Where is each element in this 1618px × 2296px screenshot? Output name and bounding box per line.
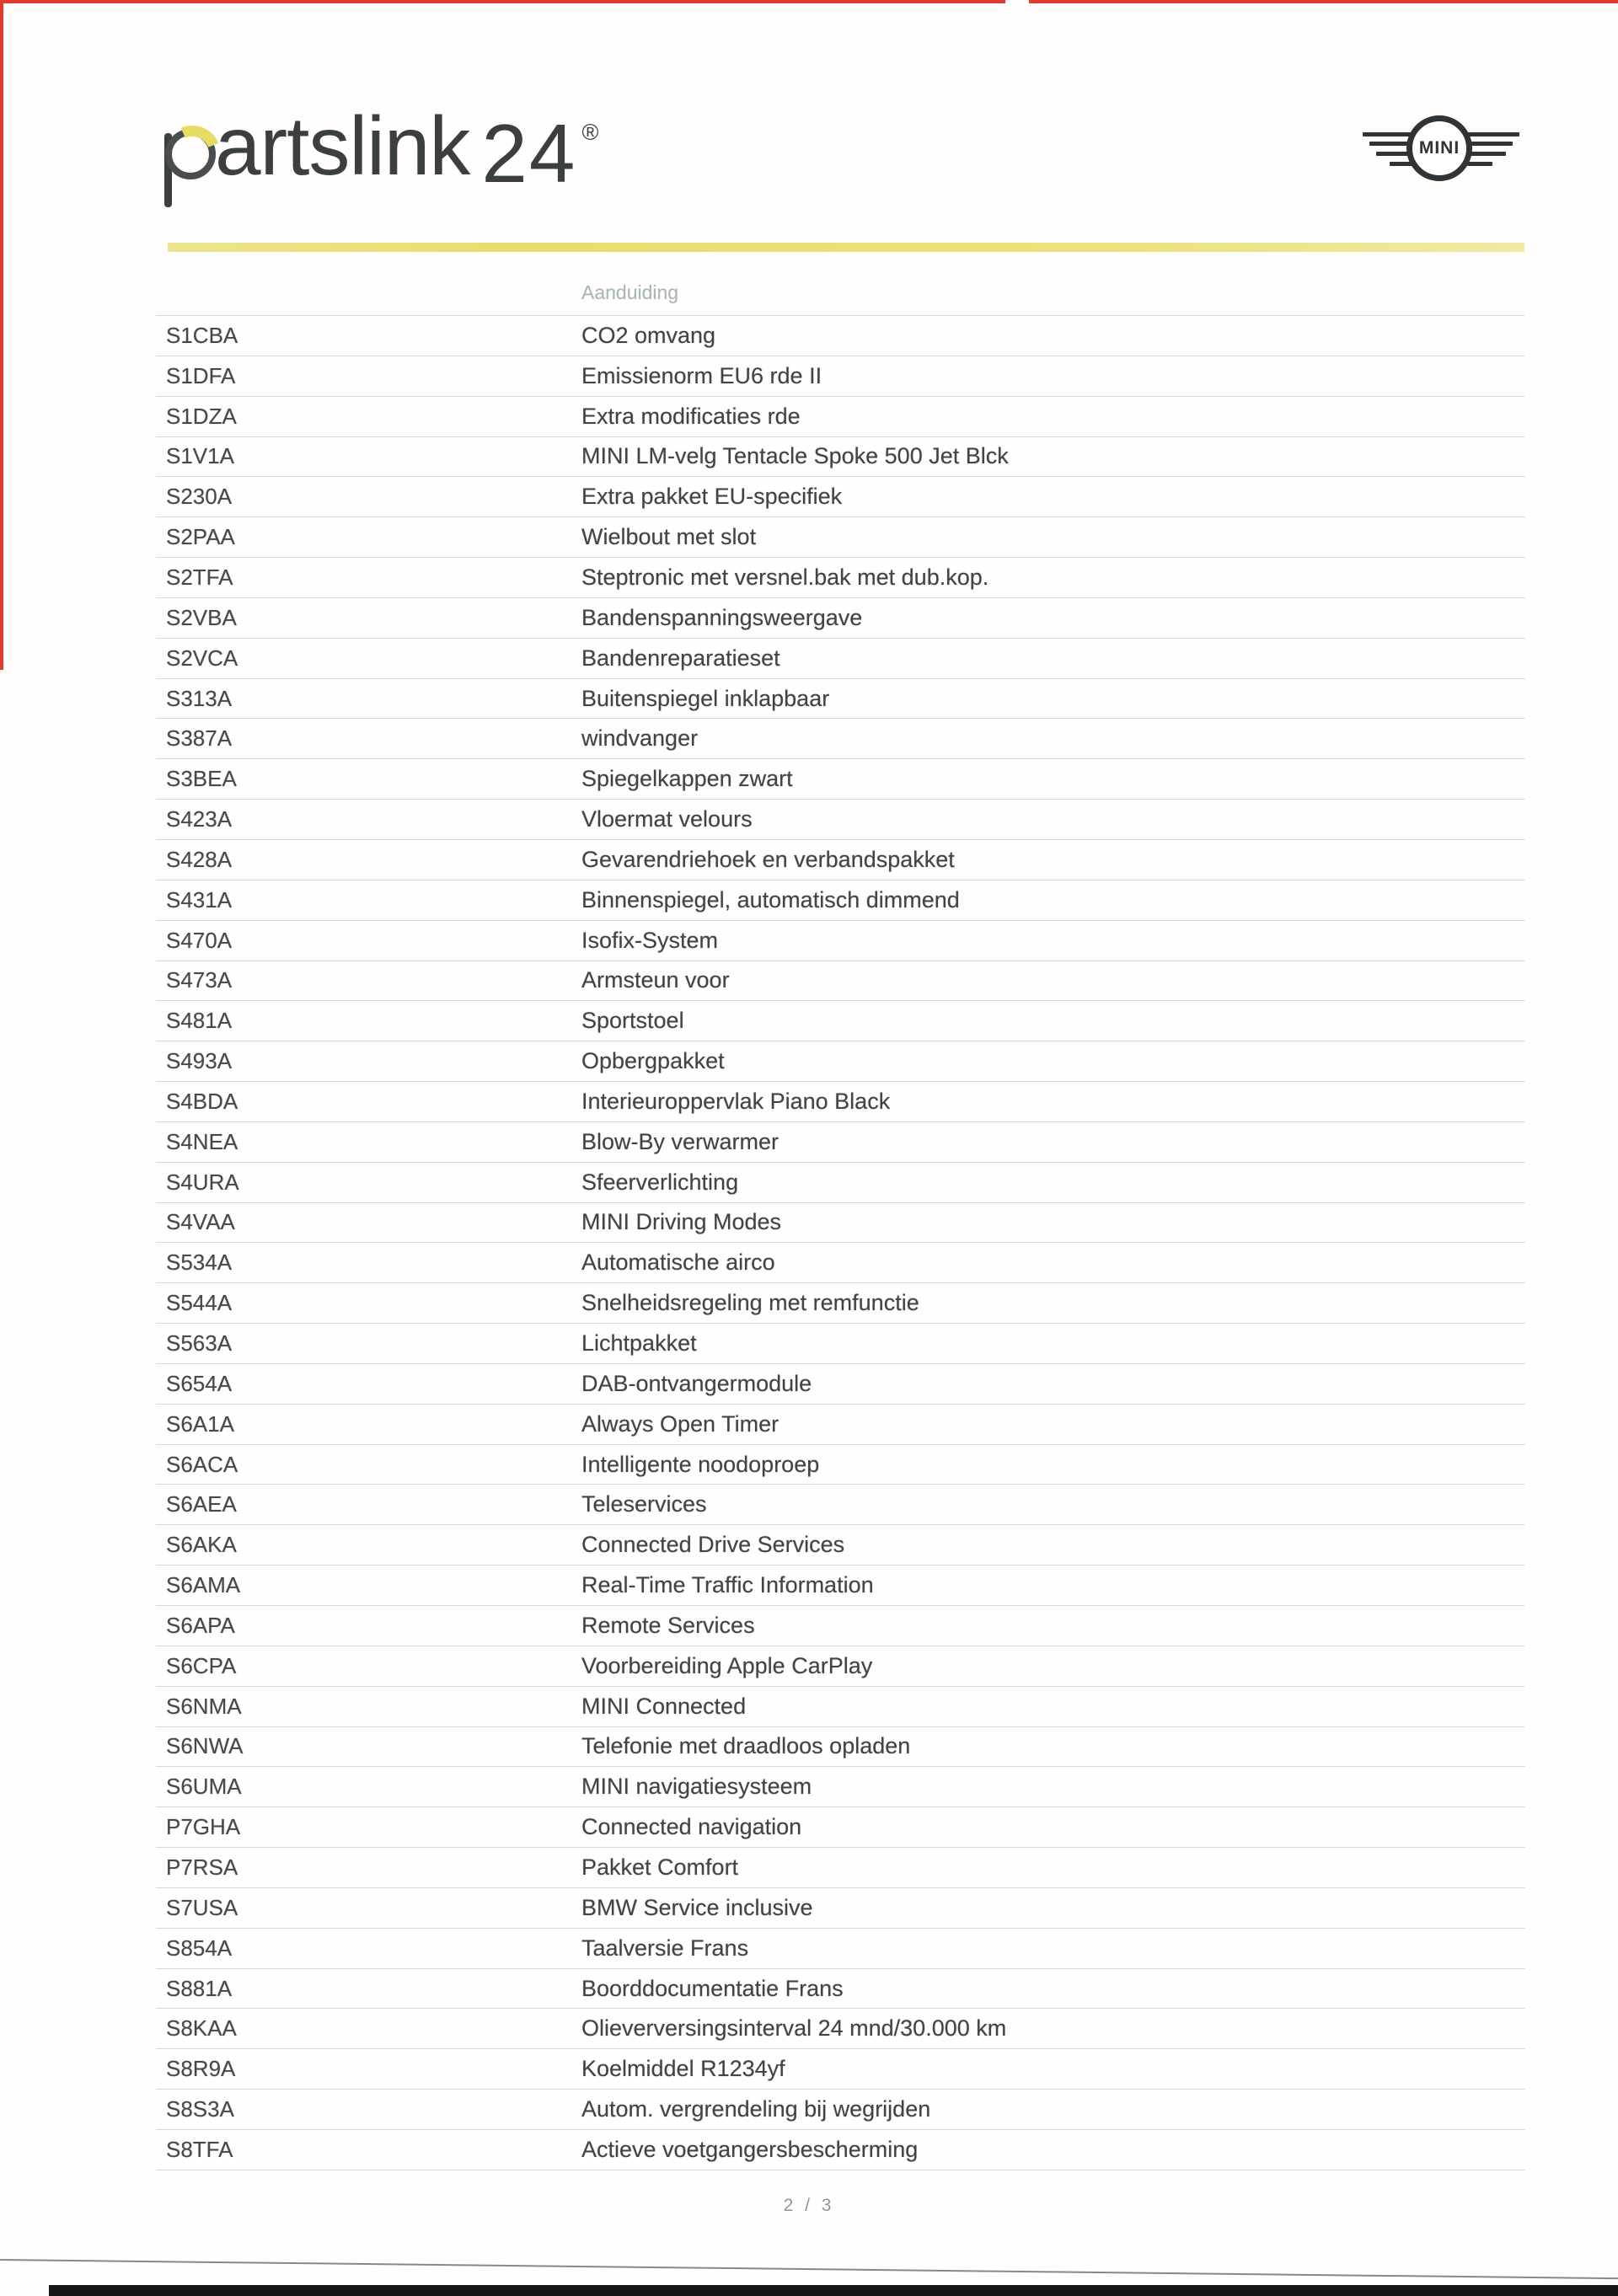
option-description: Automatische airco	[581, 1250, 775, 1276]
table-row	[156, 1323, 1525, 1363]
table-row	[156, 1726, 1525, 1767]
option-code: S6AKA	[166, 1532, 237, 1558]
option-description: MINI Connected	[581, 1693, 747, 1719]
table-row	[156, 1041, 1525, 1081]
options-table	[156, 315, 1525, 2170]
table-row	[156, 1686, 1525, 1726]
option-code: S8TFA	[166, 2136, 233, 2162]
option-description: Remote Services	[581, 1612, 755, 1638]
mini-roundel	[1406, 115, 1472, 181]
mini-wing-bar	[1467, 142, 1513, 146]
option-code: S2PAA	[166, 524, 235, 550]
table-row	[156, 1444, 1525, 1485]
option-description: Binnenspiegel, automatisch dimmend	[581, 886, 960, 913]
table-row	[156, 1887, 1525, 1928]
option-code: S1V1A	[166, 443, 234, 469]
table-row	[156, 961, 1525, 1001]
table-row	[156, 1847, 1525, 1887]
table-row	[156, 1806, 1525, 1847]
page-number: 2 / 3	[783, 2196, 835, 2215]
table-row	[156, 1242, 1525, 1282]
table-row	[156, 1605, 1525, 1646]
table-row	[156, 1000, 1525, 1041]
option-description: Koelmiddel R1234yf	[581, 2056, 785, 2082]
option-code: S428A	[166, 846, 233, 872]
option-description: Taalversie Frans	[581, 1935, 749, 1961]
table-row	[156, 1282, 1525, 1323]
table-row	[156, 799, 1525, 839]
table-row	[156, 718, 1525, 758]
option-description: Isofix-System	[581, 927, 719, 953]
table-row	[156, 1363, 1525, 1404]
option-description: MINI LM-velg Tentacle Spoke 500 Jet Blck	[581, 443, 1009, 469]
option-code: S473A	[166, 967, 233, 993]
option-description: Connected Drive Services	[581, 1532, 845, 1558]
table-row	[156, 1524, 1525, 1565]
table-row	[156, 436, 1525, 477]
option-description: Interieuroppervlak Piano Black	[581, 1088, 891, 1114]
option-code: S4BDA	[166, 1088, 238, 1114]
table-row	[156, 2089, 1525, 2129]
table-row	[156, 1081, 1525, 1121]
table-row	[156, 920, 1525, 961]
option-description: Snelheidsregeling met remfunctie	[581, 1290, 919, 1316]
option-description: Steptronic met versnel.bak met dub.kop.	[581, 564, 989, 590]
option-code: S1DFA	[166, 362, 236, 388]
logo-text-24: 24	[481, 107, 577, 200]
table-row	[156, 1162, 1525, 1202]
table-row	[156, 557, 1525, 597]
option-code: S8S3A	[166, 2096, 234, 2122]
table-row	[156, 1928, 1525, 1968]
option-code: S2VCA	[166, 645, 238, 671]
option-code: S6AMA	[166, 1572, 241, 1598]
option-description: Wielbout met slot	[581, 524, 757, 550]
option-code: S387A	[166, 725, 233, 752]
option-description: Buitenspiegel inklapbaar	[581, 685, 830, 711]
option-description: Always Open Timer	[581, 1410, 780, 1437]
option-code: S881A	[166, 1975, 233, 2001]
option-code: S6APA	[166, 1612, 235, 1638]
scan-artifact-red-top-line	[1029, 0, 1618, 3]
option-code: S563A	[166, 1330, 233, 1357]
option-description: Pakket Comfort	[581, 1854, 739, 1880]
table-row	[156, 597, 1525, 638]
option-code: S470A	[166, 927, 233, 953]
option-code: S854A	[166, 1935, 233, 1961]
table-row	[156, 638, 1525, 678]
option-description: Blow-By verwarmer	[581, 1128, 780, 1154]
mini-wing-bar	[1467, 132, 1519, 136]
option-description: CO2 omvang	[581, 322, 716, 348]
option-description: BMW Service inclusive	[581, 1894, 813, 1920]
table-row	[156, 476, 1525, 516]
option-description: windvanger	[581, 725, 699, 752]
logo-p-glyph	[163, 104, 215, 216]
option-code: S2VBA	[166, 604, 237, 630]
option-description: MINI navigatiesysteem	[581, 1774, 812, 1800]
option-code: S6A1A	[166, 1410, 234, 1437]
option-code: S481A	[166, 1008, 233, 1034]
option-code: S1DZA	[166, 403, 237, 429]
option-description: Voorbereiding Apple CarPlay	[581, 1652, 873, 1678]
scan-artifact-line	[0, 2259, 1618, 2279]
option-code: S1CBA	[166, 322, 238, 348]
mini-wing-bar	[1467, 152, 1506, 156]
table-row	[156, 839, 1525, 880]
table-row	[156, 1565, 1525, 1605]
option-code: S6UMA	[166, 1774, 242, 1800]
option-code: S431A	[166, 886, 233, 913]
scan-artifact-red-top-line	[0, 0, 1005, 3]
option-code: S8KAA	[166, 2015, 237, 2042]
option-description: Extra pakket EU-specifiek	[581, 484, 843, 510]
option-description: Telefonie met draadloos opladen	[581, 1733, 911, 1759]
yellow-divider	[168, 243, 1524, 252]
option-code: S7USA	[166, 1894, 238, 1920]
option-description: Extra modificaties rde	[581, 403, 801, 429]
option-code: S544A	[166, 1290, 233, 1316]
option-description: Sportstoel	[581, 1008, 684, 1034]
mini-winged-roundel-icon	[1361, 115, 1521, 185]
table-row	[156, 880, 1525, 920]
table-row	[156, 678, 1525, 719]
table-row	[156, 356, 1525, 396]
option-code: S4NEA	[166, 1128, 238, 1154]
option-description: Armsteun voor	[581, 967, 730, 993]
option-description: Teleservices	[581, 1491, 707, 1517]
table-row	[156, 1646, 1525, 1686]
option-code: S2TFA	[166, 564, 233, 590]
option-description: Emissienorm EU6 rde II	[581, 362, 822, 388]
option-code: S6NMA	[166, 1693, 242, 1719]
option-description: Boorddocumentatie Frans	[581, 1975, 844, 2001]
option-code: P7RSA	[166, 1854, 238, 1880]
option-code: S3BEA	[166, 766, 237, 792]
table-row	[156, 1121, 1525, 1162]
table-row	[156, 1968, 1525, 2009]
option-description: Spiegelkappen zwart	[581, 766, 793, 792]
option-description: Gevarendriehoek en verbandspakket	[581, 846, 955, 872]
option-description: Olieverversingsinterval 24 mnd/30.000 km	[581, 2015, 1007, 2042]
logo-registered-mark: ®	[581, 120, 599, 145]
table-row	[156, 1202, 1525, 1243]
option-description: MINI Driving Modes	[581, 1209, 782, 1235]
option-description: Bandenspanningsweergave	[581, 604, 863, 630]
logo-text-main: artslink	[215, 99, 470, 192]
table-row	[156, 396, 1525, 436]
option-code: S4VAA	[166, 1209, 235, 1235]
column-header-aanduiding: Aanduiding	[581, 281, 679, 303]
option-description: Vloermat velours	[581, 806, 753, 832]
mini-wing-bar	[1467, 162, 1492, 166]
option-description: DAB-ontvangermodule	[581, 1370, 812, 1396]
option-description: Sfeerverlichting	[581, 1169, 739, 1195]
option-code: S654A	[166, 1370, 233, 1396]
table-row	[156, 2048, 1525, 2089]
partslink24-logo	[163, 99, 599, 216]
option-code: S313A	[166, 685, 233, 711]
table-row	[156, 1766, 1525, 1806]
option-code: S493A	[166, 1048, 233, 1074]
table-row	[156, 516, 1525, 557]
option-code: P7GHA	[166, 1814, 241, 1840]
option-description: Lichtpakket	[581, 1330, 697, 1357]
option-description: Actieve voetgangersbescherming	[581, 2136, 919, 2162]
table-row	[156, 1484, 1525, 1524]
mini-wing-bar	[1363, 132, 1415, 136]
option-description: Autom. vergrendeling bij wegrijden	[581, 2096, 931, 2122]
option-code: S230A	[166, 484, 233, 510]
option-code: S8R9A	[166, 2056, 236, 2082]
option-description: Opbergpakket	[581, 1048, 725, 1074]
scan-artifact-bottom-bar	[49, 2285, 1618, 2296]
table-row	[156, 2129, 1525, 2170]
option-code: S534A	[166, 1250, 233, 1276]
option-description: Connected navigation	[581, 1814, 802, 1840]
option-code: S6CPA	[166, 1652, 237, 1678]
scan-artifact-red-left-line	[0, 0, 3, 670]
table-row	[156, 315, 1525, 356]
option-code: S6AEA	[166, 1491, 237, 1517]
option-description: Bandenreparatieset	[581, 645, 780, 671]
option-description: Intelligente noodoproep	[581, 1451, 820, 1477]
option-code: S423A	[166, 806, 233, 832]
option-description: Real-Time Traffic Information	[581, 1572, 874, 1598]
table-row	[156, 1404, 1525, 1444]
table-row	[156, 2008, 1525, 2048]
option-code: S6ACA	[166, 1451, 238, 1477]
option-code: S6NWA	[166, 1733, 244, 1759]
mini-wordmark: MINI	[1418, 138, 1460, 158]
table-row	[156, 758, 1525, 799]
option-code: S4URA	[166, 1169, 239, 1195]
